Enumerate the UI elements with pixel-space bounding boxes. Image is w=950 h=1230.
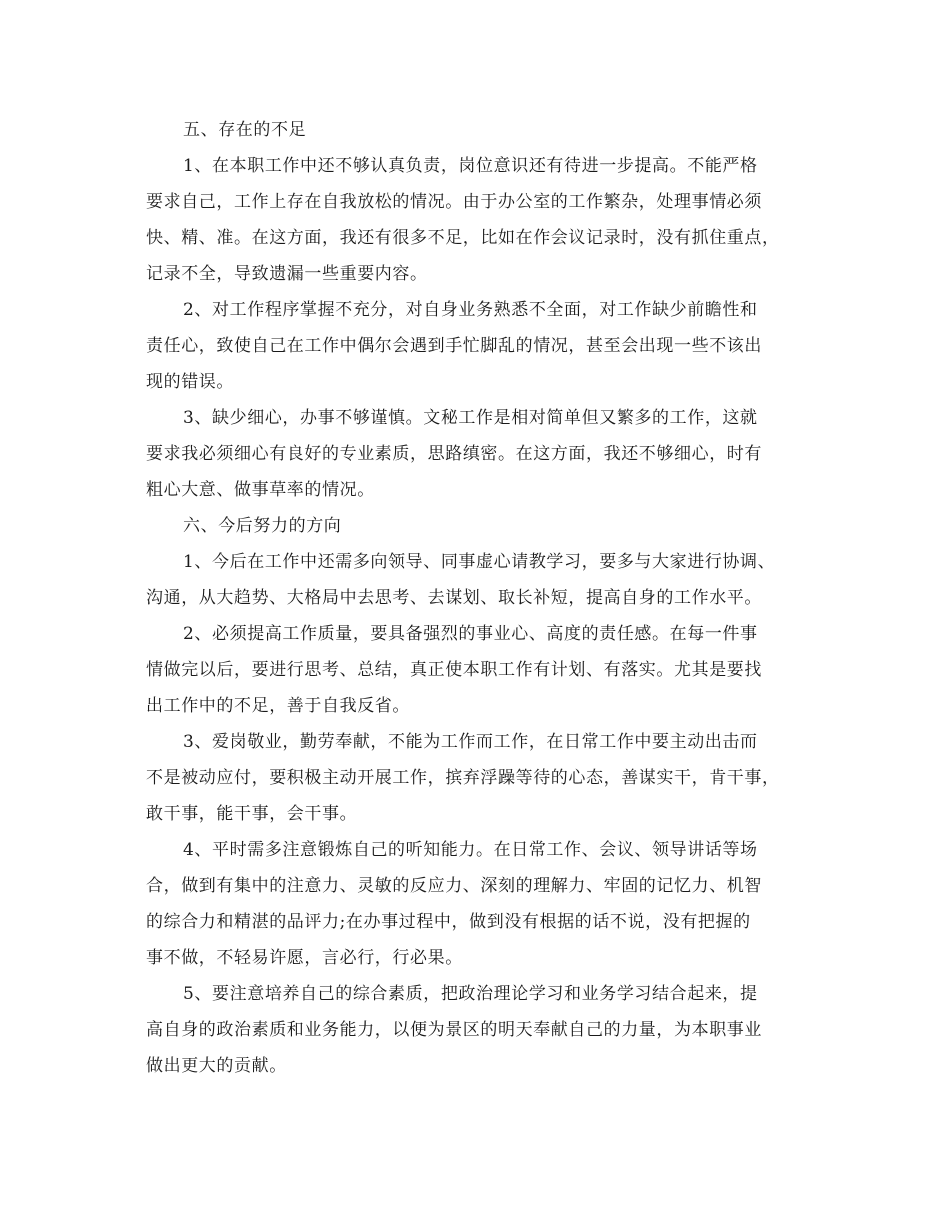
section-heading-shortcomings: 五、存在的不足 [183, 120, 307, 140]
paragraph-line: 出工作中的不足，善于自我反省。 [146, 696, 410, 716]
paragraph-line: 记录不全，导致遗漏一些重要内容。 [146, 264, 428, 284]
paragraph-line: 粗心大意、做事草率的情况。 [146, 480, 375, 500]
paragraph-line: 敢干事，能干事，会干事。 [146, 804, 358, 824]
paragraph-line: 1、在本职工作中还不够认真负责，岗位意识还有待进一步提高。不能严格 [183, 156, 758, 176]
paragraph-line: 1、今后在工作中还需多向领导、同事虚心请教学习，要多与大家进行协调、 [183, 552, 776, 572]
paragraph-line: 3、爱岗敬业，勤劳奉献，不能为工作而工作，在日常工作中要主动出击而 [183, 732, 758, 752]
paragraph-line: 做出更大的贡献。 [146, 1056, 287, 1076]
paragraph-line: 事不做，不轻易许愿，言必行，行必果。 [146, 948, 463, 968]
paragraph-line: 现的错误。 [146, 372, 234, 392]
paragraph-line: 情做完以后，要进行思考、总结，真正使本职工作有计划、有落实。尤其是要找 [146, 660, 762, 680]
paragraph-line: 5、要注意培养自己的综合素质，把政治理论学习和业务学习结合起来，提 [183, 984, 758, 1004]
paragraph-line: 2、必须提高工作质量，要具备强烈的事业心、高度的责任感。在每一件事 [183, 624, 758, 644]
paragraph-line: 责任心，致使自己在工作中偶尔会遇到手忙脚乱的情况，甚至会出现一些不该出 [146, 336, 762, 356]
section-heading-future-direction: 六、今后努力的方向 [183, 516, 342, 536]
paragraph-line: 要求我必须细心有良好的专业素质，思路缜密。在这方面，我还不够细心，时有 [146, 444, 762, 464]
paragraph-line: 的综合力和精湛的品评力;在办事过程中，做到没有根据的话不说，没有把握的 [146, 912, 751, 932]
paragraph-line: 4、平时需多注意锻炼自己的听知能力。在日常工作、会议、领导讲话等场 [183, 840, 758, 860]
paragraph-line: 沟通，从大趋势、大格局中去思考、去谋划、取长补短，提高自身的工作水平。 [146, 588, 762, 608]
paragraph-line: 不是被动应付，要积极主动开展工作，摈弃浮躁等待的心态，善谋实干，肯干事， [146, 768, 780, 788]
paragraph-line: 合，做到有集中的注意力、灵敏的反应力、深刻的理解力、牢固的记忆力、机智 [146, 876, 762, 896]
paragraph-line: 快、精、准。在这方面，我还有很多不足，比如在作会议记录时，没有抓住重点， [146, 228, 780, 248]
paragraph-line: 2、对工作程序掌握不充分，对自身业务熟悉不全面，对工作缺少前瞻性和 [183, 300, 758, 320]
paragraph-line: 3、缺少细心，办事不够谨慎。文秘工作是相对简单但又繁多的工作，这就 [183, 408, 758, 428]
paragraph-line: 要求自己，工作上存在自我放松的情况。由于办公室的工作繁杂，处理事情必须 [146, 192, 762, 212]
paragraph-line: 高自身的政治素质和业务能力，以便为景区的明天奉献自己的力量，为本职事业 [146, 1020, 762, 1040]
